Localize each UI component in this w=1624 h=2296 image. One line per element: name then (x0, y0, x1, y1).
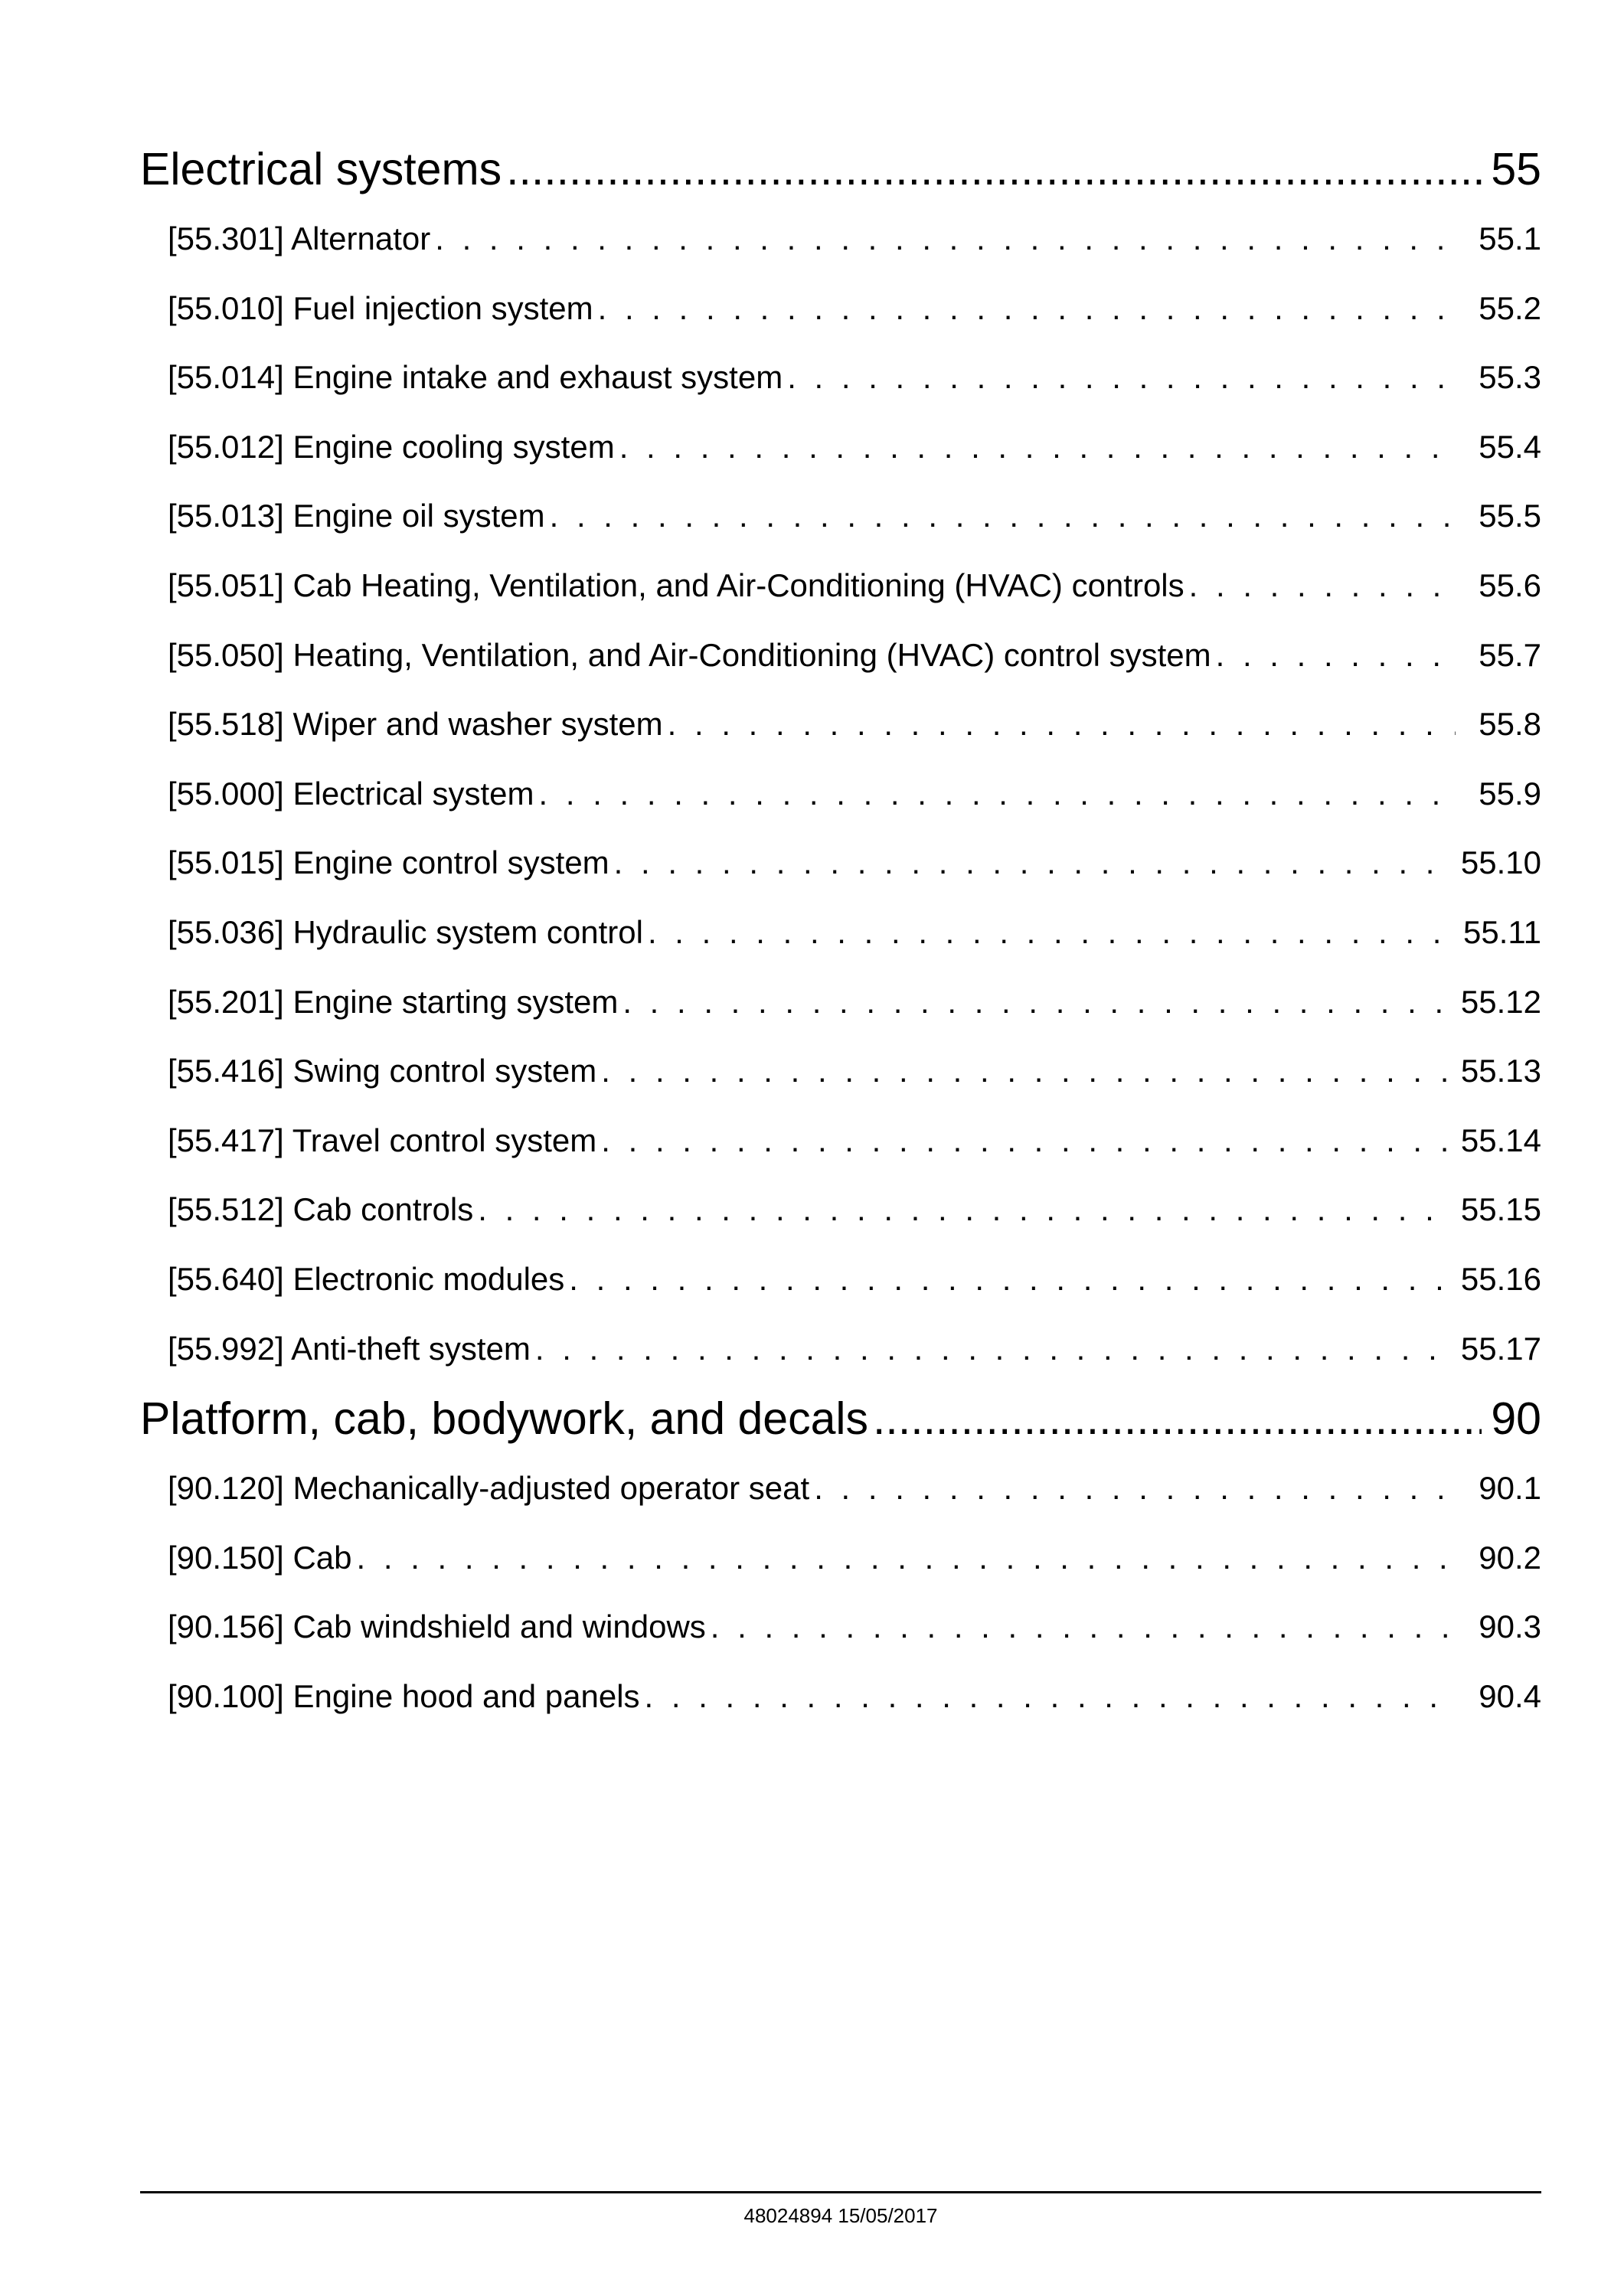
toc-entry-page: 55.7 (1479, 636, 1541, 673)
toc-entry-page: 55.1 (1479, 220, 1541, 256)
toc-entry[interactable] (168, 621, 1541, 691)
dot-leader (601, 1106, 1452, 1176)
toc-entry-title: [90.150] Cab (168, 1539, 352, 1576)
toc-entry-page: 55.13 (1460, 1053, 1541, 1089)
toc-entry[interactable] (168, 551, 1541, 621)
footer-document-id-date: 48024894 15/05/2017 (743, 2204, 938, 2227)
toc-entry[interactable] (168, 482, 1541, 551)
dot-leader (668, 690, 1456, 759)
toc-entry-page: 55.9 (1479, 775, 1541, 812)
toc-entry[interactable] (168, 759, 1541, 829)
toc-entry-title: [90.156] Cab windshield and windows (168, 1609, 706, 1645)
dot-leader (357, 1524, 1456, 1593)
dot-leader (787, 343, 1456, 413)
dot-leader (569, 1245, 1452, 1315)
toc-entry-title: [55.015] Engine control system (168, 844, 609, 881)
dot-leader (598, 274, 1456, 344)
dot-leader (711, 1592, 1456, 1662)
toc-entry[interactable] (168, 274, 1541, 344)
toc-heading-title: Platform, cab, bodywork, and decals (140, 1393, 869, 1445)
toc-entry-title: [55.000] Electrical system (168, 775, 534, 812)
toc-entry-page: 55.16 (1460, 1260, 1541, 1297)
toc-entry[interactable] (168, 1454, 1541, 1524)
toc-entry-title: [90.120] Mechanically-adjusted operator seat (168, 1470, 810, 1507)
dot-leader (614, 828, 1452, 898)
toc-entry[interactable] (168, 828, 1541, 898)
dot-leader (622, 968, 1452, 1037)
toc-entry-page: 90.3 (1479, 1609, 1541, 1645)
toc-section-electrical-systems (140, 134, 1541, 1383)
dot-leader (1216, 621, 1456, 691)
toc-entry-page: 55.8 (1479, 706, 1541, 743)
dot-leader (1189, 551, 1456, 621)
toc-entry-page: 90.1 (1479, 1470, 1541, 1507)
toc-entry[interactable] (168, 1245, 1541, 1315)
toc-entry-page: 55.2 (1479, 289, 1541, 326)
toc-entry[interactable] (168, 898, 1541, 968)
toc-entry-page: 55.6 (1479, 567, 1541, 603)
toc-entry[interactable] (168, 204, 1541, 274)
toc-entry-title: [90.100] Engine hood and panels (168, 1677, 640, 1714)
toc-entry-title: [55.010] Fuel injection system (168, 289, 593, 326)
toc-entry[interactable] (168, 413, 1541, 482)
toc-heading[interactable] (140, 1383, 1541, 1454)
toc-heading-title: Electrical systems (140, 144, 502, 194)
dot-leader (873, 1383, 1482, 1454)
toc-entry-page: 55.11 (1463, 913, 1541, 950)
toc-entry-title: [55.051] Cab Heating, Ventilation, and Air-Conditioning (HVAC) controls (168, 567, 1185, 603)
toc-entry[interactable] (168, 1175, 1541, 1245)
toc-entry[interactable] (168, 1524, 1541, 1593)
dot-leader (550, 482, 1456, 551)
toc-entry[interactable] (168, 1106, 1541, 1176)
toc-entry-page: 55.12 (1460, 983, 1541, 1020)
toc-entry-page: 90.4 (1479, 1677, 1541, 1714)
toc-entry-title: [55.640] Electronic modules (168, 1260, 565, 1297)
toc-entry-title: [55.992] Anti-theft system (168, 1330, 531, 1367)
dot-leader (619, 413, 1456, 482)
toc-heading-page: 90 (1491, 1393, 1541, 1445)
dot-leader (814, 1454, 1456, 1524)
dot-leader (535, 1315, 1452, 1384)
toc-entry-page: 55.3 (1479, 359, 1541, 396)
toc-entry-page: 55.15 (1460, 1191, 1541, 1228)
toc-entry-page: 55.4 (1479, 428, 1541, 465)
toc-entry[interactable] (168, 1315, 1541, 1384)
toc-entry-title: [55.301] Alternator (168, 220, 431, 256)
table-of-contents (140, 134, 1541, 1731)
toc-entry-title: [55.512] Cab controls (168, 1191, 474, 1228)
dot-leader (601, 1037, 1452, 1106)
dot-leader (645, 1662, 1456, 1732)
toc-entry-page: 55.10 (1460, 844, 1541, 881)
toc-entry-title: [55.518] Wiper and washer system (168, 706, 663, 743)
toc-entry-title: [55.201] Engine starting system (168, 983, 619, 1020)
toc-entry-page: 55.17 (1460, 1330, 1541, 1367)
toc-entry[interactable] (168, 343, 1541, 413)
toc-entry-title: [55.012] Engine cooling system (168, 428, 615, 465)
toc-entry-title: [55.013] Engine oil system (168, 498, 545, 534)
toc-entry[interactable] (168, 690, 1541, 759)
toc-entry-page: 55.5 (1479, 498, 1541, 534)
toc-entry-title: [55.014] Engine intake and exhaust system (168, 359, 783, 396)
toc-entry-title: [55.416] Swing control system (168, 1053, 597, 1089)
toc-entry[interactable] (168, 1592, 1541, 1662)
dot-leader (478, 1175, 1452, 1245)
toc-entry-page: 90.2 (1479, 1539, 1541, 1576)
toc-entry-page: 55.14 (1460, 1122, 1541, 1158)
toc-heading[interactable] (140, 134, 1541, 204)
toc-section-platform-cab-bodywork-decals (140, 1383, 1541, 1731)
dot-leader (506, 134, 1482, 204)
dot-leader (539, 759, 1456, 829)
toc-entry[interactable] (168, 968, 1541, 1037)
toc-entry-title: [55.036] Hydraulic system control (168, 913, 643, 950)
toc-heading-page: 55 (1491, 144, 1541, 194)
toc-entry[interactable] (168, 1037, 1541, 1106)
footer-divider (140, 2191, 1541, 2193)
dot-leader (435, 204, 1456, 274)
toc-entry[interactable] (168, 1662, 1541, 1732)
toc-entry-title: [55.417] Travel control system (168, 1122, 597, 1158)
dot-leader (648, 898, 1454, 968)
toc-entry-title: [55.050] Heating, Ventilation, and Air-Conditioning (HVAC) control system (168, 636, 1211, 673)
